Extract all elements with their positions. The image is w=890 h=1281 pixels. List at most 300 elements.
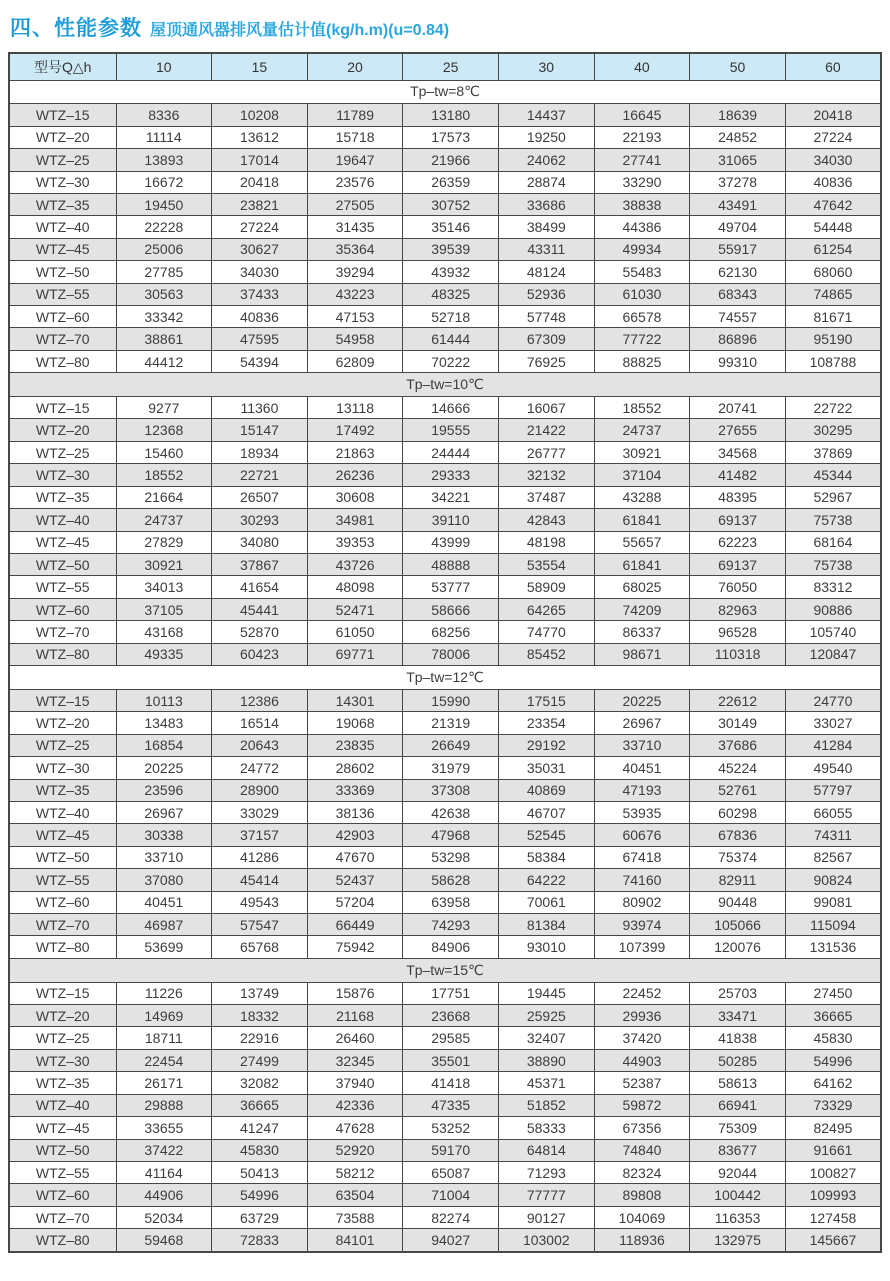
value-cell: 54958 bbox=[307, 328, 403, 350]
value-cell: 45224 bbox=[690, 757, 786, 779]
value-cell: 34221 bbox=[403, 486, 499, 508]
value-cell: 69771 bbox=[307, 643, 403, 665]
value-cell: 53935 bbox=[594, 801, 690, 823]
value-cell: 37433 bbox=[212, 283, 308, 305]
table-row bbox=[9, 1184, 881, 1206]
value-cell: 22721 bbox=[212, 464, 308, 486]
table-row bbox=[9, 306, 881, 328]
value-cell: 43288 bbox=[594, 486, 690, 508]
value-cell: 26460 bbox=[307, 1027, 403, 1049]
value-cell: 32132 bbox=[499, 464, 595, 486]
value-cell: 15147 bbox=[212, 419, 308, 441]
value-cell: 67418 bbox=[594, 846, 690, 868]
table-row bbox=[9, 149, 881, 171]
value-cell: 115094 bbox=[785, 914, 881, 936]
value-cell: 75309 bbox=[690, 1117, 786, 1139]
value-cell: 37104 bbox=[594, 464, 690, 486]
column-header-row bbox=[9, 53, 881, 80]
value-cell: 27499 bbox=[212, 1049, 308, 1071]
value-cell: 40836 bbox=[785, 171, 881, 193]
value-cell: 74557 bbox=[690, 306, 786, 328]
value-cell: 19647 bbox=[307, 149, 403, 171]
value-cell: 26171 bbox=[116, 1072, 212, 1094]
section-label: Tp–tw=10℃ bbox=[9, 373, 881, 397]
table-row bbox=[9, 193, 881, 215]
value-cell: 19250 bbox=[499, 126, 595, 148]
value-cell: 52437 bbox=[307, 869, 403, 891]
value-cell: 22452 bbox=[594, 982, 690, 1004]
value-cell: 74209 bbox=[594, 598, 690, 620]
value-cell: 68060 bbox=[785, 261, 881, 283]
value-cell: 39110 bbox=[403, 509, 499, 531]
value-cell: 36665 bbox=[212, 1094, 308, 1116]
model-cell: WTZ–40 bbox=[9, 1094, 116, 1116]
value-cell: 12386 bbox=[212, 689, 308, 711]
value-cell: 53554 bbox=[499, 553, 595, 575]
value-cell: 94027 bbox=[403, 1229, 499, 1252]
value-cell: 45414 bbox=[212, 869, 308, 891]
value-cell: 44386 bbox=[594, 216, 690, 238]
value-cell: 82274 bbox=[403, 1206, 499, 1228]
value-cell: 41164 bbox=[116, 1162, 212, 1184]
section-header-row bbox=[9, 373, 881, 397]
table-row bbox=[9, 846, 881, 868]
table-row bbox=[9, 1139, 881, 1161]
value-cell: 52471 bbox=[307, 598, 403, 620]
value-cell: 145667 bbox=[785, 1229, 881, 1252]
value-cell: 22916 bbox=[212, 1027, 308, 1049]
value-cell: 29888 bbox=[116, 1094, 212, 1116]
value-cell: 61030 bbox=[594, 283, 690, 305]
table-row bbox=[9, 712, 881, 734]
table-row bbox=[9, 553, 881, 575]
value-cell: 74311 bbox=[785, 824, 881, 846]
value-cell: 52387 bbox=[594, 1072, 690, 1094]
value-cell: 24770 bbox=[785, 689, 881, 711]
section-header-row bbox=[9, 958, 881, 982]
model-cell: WTZ–25 bbox=[9, 441, 116, 463]
value-cell: 89808 bbox=[594, 1184, 690, 1206]
value-cell: 35031 bbox=[499, 757, 595, 779]
value-cell: 33710 bbox=[116, 846, 212, 868]
value-cell: 84101 bbox=[307, 1229, 403, 1252]
table-row bbox=[9, 689, 881, 711]
value-cell: 13483 bbox=[116, 712, 212, 734]
value-cell: 98671 bbox=[594, 643, 690, 665]
value-cell: 61841 bbox=[594, 553, 690, 575]
column-header-cell: 50 bbox=[690, 53, 786, 80]
value-cell: 49540 bbox=[785, 757, 881, 779]
value-cell: 132975 bbox=[690, 1229, 786, 1252]
value-cell: 74865 bbox=[785, 283, 881, 305]
value-cell: 18934 bbox=[212, 441, 308, 463]
value-cell: 52761 bbox=[690, 779, 786, 801]
value-cell: 82324 bbox=[594, 1162, 690, 1184]
value-cell: 19450 bbox=[116, 193, 212, 215]
value-cell: 29333 bbox=[403, 464, 499, 486]
model-cell: WTZ–45 bbox=[9, 238, 116, 260]
value-cell: 104069 bbox=[594, 1206, 690, 1228]
model-cell: WTZ–15 bbox=[9, 689, 116, 711]
value-cell: 38499 bbox=[499, 216, 595, 238]
value-cell: 37278 bbox=[690, 171, 786, 193]
model-cell: WTZ–30 bbox=[9, 171, 116, 193]
value-cell: 37686 bbox=[690, 734, 786, 756]
value-cell: 31979 bbox=[403, 757, 499, 779]
value-cell: 43999 bbox=[403, 531, 499, 553]
value-cell: 61050 bbox=[307, 621, 403, 643]
value-cell: 20225 bbox=[594, 689, 690, 711]
value-cell: 27224 bbox=[785, 126, 881, 148]
model-cell: WTZ–25 bbox=[9, 1027, 116, 1049]
value-cell: 81384 bbox=[499, 914, 595, 936]
table-row bbox=[9, 509, 881, 531]
value-cell: 24737 bbox=[594, 419, 690, 441]
model-cell: WTZ–60 bbox=[9, 598, 116, 620]
value-cell: 17515 bbox=[499, 689, 595, 711]
table-row bbox=[9, 1162, 881, 1184]
table-row bbox=[9, 1005, 881, 1027]
value-cell: 23668 bbox=[403, 1005, 499, 1027]
value-cell: 24772 bbox=[212, 757, 308, 779]
value-cell: 41654 bbox=[212, 576, 308, 598]
value-cell: 100827 bbox=[785, 1162, 881, 1184]
value-cell: 14666 bbox=[403, 397, 499, 419]
value-cell: 25703 bbox=[690, 982, 786, 1004]
value-cell: 18552 bbox=[594, 397, 690, 419]
value-cell: 9277 bbox=[116, 397, 212, 419]
value-cell: 35364 bbox=[307, 238, 403, 260]
value-cell: 53298 bbox=[403, 846, 499, 868]
value-cell: 28874 bbox=[499, 171, 595, 193]
value-cell: 83677 bbox=[690, 1139, 786, 1161]
model-cell: WTZ–55 bbox=[9, 1162, 116, 1184]
model-cell: WTZ–80 bbox=[9, 936, 116, 958]
model-cell: WTZ–15 bbox=[9, 104, 116, 126]
table-subtitle: 屋顶通风器排风量估计值(kg/h.m)(u=0.84) bbox=[150, 22, 450, 39]
value-cell: 37420 bbox=[594, 1027, 690, 1049]
value-cell: 26967 bbox=[116, 801, 212, 823]
table-row bbox=[9, 238, 881, 260]
column-header-cell: 60 bbox=[785, 53, 881, 80]
model-cell: WTZ–55 bbox=[9, 283, 116, 305]
value-cell: 8336 bbox=[116, 104, 212, 126]
value-cell: 11360 bbox=[212, 397, 308, 419]
value-cell: 43223 bbox=[307, 283, 403, 305]
value-cell: 68343 bbox=[690, 283, 786, 305]
value-cell: 39539 bbox=[403, 238, 499, 260]
value-cell: 57547 bbox=[212, 914, 308, 936]
value-cell: 69137 bbox=[690, 553, 786, 575]
value-cell: 48325 bbox=[403, 283, 499, 305]
value-cell: 45830 bbox=[212, 1139, 308, 1161]
value-cell: 19555 bbox=[403, 419, 499, 441]
value-cell: 11114 bbox=[116, 126, 212, 148]
value-cell: 30921 bbox=[594, 441, 690, 463]
value-cell: 21168 bbox=[307, 1005, 403, 1027]
model-cell: WTZ–60 bbox=[9, 1184, 116, 1206]
value-cell: 54996 bbox=[785, 1049, 881, 1071]
value-cell: 54448 bbox=[785, 216, 881, 238]
table-row bbox=[9, 598, 881, 620]
value-cell: 21422 bbox=[499, 419, 595, 441]
value-cell: 55657 bbox=[594, 531, 690, 553]
value-cell: 77777 bbox=[499, 1184, 595, 1206]
value-cell: 105740 bbox=[785, 621, 881, 643]
model-cell: WTZ–70 bbox=[9, 1206, 116, 1228]
model-cell: WTZ–70 bbox=[9, 328, 116, 350]
value-cell: 69137 bbox=[690, 509, 786, 531]
value-cell: 29936 bbox=[594, 1005, 690, 1027]
value-cell: 35146 bbox=[403, 216, 499, 238]
value-cell: 40451 bbox=[116, 891, 212, 913]
value-cell: 33655 bbox=[116, 1117, 212, 1139]
value-cell: 81671 bbox=[785, 306, 881, 328]
value-cell: 13612 bbox=[212, 126, 308, 148]
section-header-row bbox=[9, 80, 881, 104]
value-cell: 33029 bbox=[212, 801, 308, 823]
section-label: Tp–tw=12℃ bbox=[9, 666, 881, 690]
value-cell: 54996 bbox=[212, 1184, 308, 1206]
value-cell: 15990 bbox=[403, 689, 499, 711]
value-cell: 31065 bbox=[690, 149, 786, 171]
value-cell: 24444 bbox=[403, 441, 499, 463]
value-cell: 92044 bbox=[690, 1162, 786, 1184]
section-number-title: 四、性能参数 bbox=[10, 17, 142, 40]
value-cell: 33027 bbox=[785, 712, 881, 734]
value-cell: 91661 bbox=[785, 1139, 881, 1161]
value-cell: 64814 bbox=[499, 1139, 595, 1161]
table-row bbox=[9, 824, 881, 846]
value-cell: 76925 bbox=[499, 350, 595, 372]
table-row bbox=[9, 419, 881, 441]
value-cell: 47642 bbox=[785, 193, 881, 215]
value-cell: 53252 bbox=[403, 1117, 499, 1139]
table-row bbox=[9, 486, 881, 508]
value-cell: 40869 bbox=[499, 779, 595, 801]
model-cell: WTZ–35 bbox=[9, 1072, 116, 1094]
value-cell: 23576 bbox=[307, 171, 403, 193]
value-cell: 37422 bbox=[116, 1139, 212, 1161]
value-cell: 42336 bbox=[307, 1094, 403, 1116]
value-cell: 74770 bbox=[499, 621, 595, 643]
value-cell: 33369 bbox=[307, 779, 403, 801]
value-cell: 37308 bbox=[403, 779, 499, 801]
table-row bbox=[9, 779, 881, 801]
value-cell: 95190 bbox=[785, 328, 881, 350]
value-cell: 29192 bbox=[499, 734, 595, 756]
value-cell: 26507 bbox=[212, 486, 308, 508]
value-cell: 58333 bbox=[499, 1117, 595, 1139]
value-cell: 67309 bbox=[499, 328, 595, 350]
value-cell: 70222 bbox=[403, 350, 499, 372]
value-cell: 49934 bbox=[594, 238, 690, 260]
value-cell: 51852 bbox=[499, 1094, 595, 1116]
value-cell: 41247 bbox=[212, 1117, 308, 1139]
value-cell: 22612 bbox=[690, 689, 786, 711]
model-cell: WTZ–80 bbox=[9, 643, 116, 665]
value-cell: 68025 bbox=[594, 576, 690, 598]
value-cell: 82567 bbox=[785, 846, 881, 868]
value-cell: 58613 bbox=[690, 1072, 786, 1094]
model-cell: WTZ–80 bbox=[9, 350, 116, 372]
value-cell: 37080 bbox=[116, 869, 212, 891]
value-cell: 82495 bbox=[785, 1117, 881, 1139]
value-cell: 23835 bbox=[307, 734, 403, 756]
value-cell: 44412 bbox=[116, 350, 212, 372]
value-cell: 34981 bbox=[307, 509, 403, 531]
value-cell: 27505 bbox=[307, 193, 403, 215]
table-row bbox=[9, 126, 881, 148]
value-cell: 41286 bbox=[212, 846, 308, 868]
value-cell: 127458 bbox=[785, 1206, 881, 1228]
value-cell: 80902 bbox=[594, 891, 690, 913]
table-row bbox=[9, 1229, 881, 1252]
column-header-cell: 25 bbox=[403, 53, 499, 80]
table-row bbox=[9, 801, 881, 823]
value-cell: 43726 bbox=[307, 553, 403, 575]
table-row bbox=[9, 914, 881, 936]
value-cell: 39353 bbox=[307, 531, 403, 553]
value-cell: 47595 bbox=[212, 328, 308, 350]
value-cell: 27829 bbox=[116, 531, 212, 553]
value-cell: 17014 bbox=[212, 149, 308, 171]
value-cell: 14969 bbox=[116, 1005, 212, 1027]
value-cell: 64265 bbox=[499, 598, 595, 620]
value-cell: 10113 bbox=[116, 689, 212, 711]
value-cell: 37867 bbox=[212, 553, 308, 575]
value-cell: 45344 bbox=[785, 464, 881, 486]
value-cell: 116353 bbox=[690, 1206, 786, 1228]
table-row bbox=[9, 464, 881, 486]
column-header-cell: 30 bbox=[499, 53, 595, 80]
value-cell: 31435 bbox=[307, 216, 403, 238]
model-cell: WTZ–30 bbox=[9, 757, 116, 779]
value-cell: 107399 bbox=[594, 936, 690, 958]
value-cell: 22193 bbox=[594, 126, 690, 148]
value-cell: 20643 bbox=[212, 734, 308, 756]
value-cell: 19445 bbox=[499, 982, 595, 1004]
value-cell: 60298 bbox=[690, 801, 786, 823]
value-cell: 13893 bbox=[116, 149, 212, 171]
value-cell: 33710 bbox=[594, 734, 690, 756]
table-row bbox=[9, 1206, 881, 1228]
value-cell: 10208 bbox=[212, 104, 308, 126]
model-cell: WTZ–30 bbox=[9, 1049, 116, 1071]
value-cell: 24062 bbox=[499, 149, 595, 171]
value-cell: 18711 bbox=[116, 1027, 212, 1049]
value-cell: 30295 bbox=[785, 419, 881, 441]
value-cell: 67836 bbox=[690, 824, 786, 846]
value-cell: 15718 bbox=[307, 126, 403, 148]
model-cell: WTZ–15 bbox=[9, 397, 116, 419]
value-cell: 131536 bbox=[785, 936, 881, 958]
value-cell: 23354 bbox=[499, 712, 595, 734]
value-cell: 27785 bbox=[116, 261, 212, 283]
value-cell: 52034 bbox=[116, 1206, 212, 1228]
value-cell: 99310 bbox=[690, 350, 786, 372]
page-title bbox=[8, 8, 882, 52]
value-cell: 52967 bbox=[785, 486, 881, 508]
value-cell: 30149 bbox=[690, 712, 786, 734]
value-cell: 48888 bbox=[403, 553, 499, 575]
value-cell: 52870 bbox=[212, 621, 308, 643]
value-cell: 40836 bbox=[212, 306, 308, 328]
value-cell: 46707 bbox=[499, 801, 595, 823]
value-cell: 65087 bbox=[403, 1162, 499, 1184]
value-cell: 30752 bbox=[403, 193, 499, 215]
table-row bbox=[9, 171, 881, 193]
value-cell: 57748 bbox=[499, 306, 595, 328]
value-cell: 50413 bbox=[212, 1162, 308, 1184]
value-cell: 60676 bbox=[594, 824, 690, 846]
value-cell: 48124 bbox=[499, 261, 595, 283]
value-cell: 75374 bbox=[690, 846, 786, 868]
value-cell: 33290 bbox=[594, 171, 690, 193]
value-cell: 28602 bbox=[307, 757, 403, 779]
model-cell: WTZ–70 bbox=[9, 914, 116, 936]
model-cell: WTZ–15 bbox=[9, 982, 116, 1004]
table-row bbox=[9, 261, 881, 283]
value-cell: 61444 bbox=[403, 328, 499, 350]
value-cell: 26649 bbox=[403, 734, 499, 756]
model-cell: WTZ–45 bbox=[9, 531, 116, 553]
value-cell: 16645 bbox=[594, 104, 690, 126]
model-cell: WTZ–35 bbox=[9, 193, 116, 215]
value-cell: 52936 bbox=[499, 283, 595, 305]
column-header-cell: 10 bbox=[116, 53, 212, 80]
model-cell: WTZ–35 bbox=[9, 779, 116, 801]
value-cell: 37940 bbox=[307, 1072, 403, 1094]
value-cell: 33342 bbox=[116, 306, 212, 328]
value-cell: 40451 bbox=[594, 757, 690, 779]
value-cell: 55483 bbox=[594, 261, 690, 283]
value-cell: 15460 bbox=[116, 441, 212, 463]
model-cell: WTZ–80 bbox=[9, 1229, 116, 1252]
value-cell: 52920 bbox=[307, 1139, 403, 1161]
value-cell: 38838 bbox=[594, 193, 690, 215]
value-cell: 32082 bbox=[212, 1072, 308, 1094]
value-cell: 41482 bbox=[690, 464, 786, 486]
value-cell: 68256 bbox=[403, 621, 499, 643]
value-cell: 30293 bbox=[212, 509, 308, 531]
value-cell: 66055 bbox=[785, 801, 881, 823]
value-cell: 41284 bbox=[785, 734, 881, 756]
value-cell: 64162 bbox=[785, 1072, 881, 1094]
performance-parameters-table bbox=[8, 52, 882, 1253]
value-cell: 17751 bbox=[403, 982, 499, 1004]
value-cell: 110318 bbox=[690, 643, 786, 665]
value-cell: 22228 bbox=[116, 216, 212, 238]
value-cell: 41838 bbox=[690, 1027, 786, 1049]
value-cell: 24737 bbox=[116, 509, 212, 531]
value-cell: 99081 bbox=[785, 891, 881, 913]
model-cell: WTZ–35 bbox=[9, 486, 116, 508]
column-header-cell: 40 bbox=[594, 53, 690, 80]
value-cell: 90127 bbox=[499, 1206, 595, 1228]
value-cell: 52718 bbox=[403, 306, 499, 328]
value-cell: 103002 bbox=[499, 1229, 595, 1252]
table-row bbox=[9, 350, 881, 372]
table-row bbox=[9, 283, 881, 305]
value-cell: 35501 bbox=[403, 1049, 499, 1071]
value-cell: 71293 bbox=[499, 1162, 595, 1184]
model-cell: WTZ–20 bbox=[9, 419, 116, 441]
value-cell: 108788 bbox=[785, 350, 881, 372]
value-cell: 37487 bbox=[499, 486, 595, 508]
value-cell: 38861 bbox=[116, 328, 212, 350]
column-header-cell: 15 bbox=[212, 53, 308, 80]
